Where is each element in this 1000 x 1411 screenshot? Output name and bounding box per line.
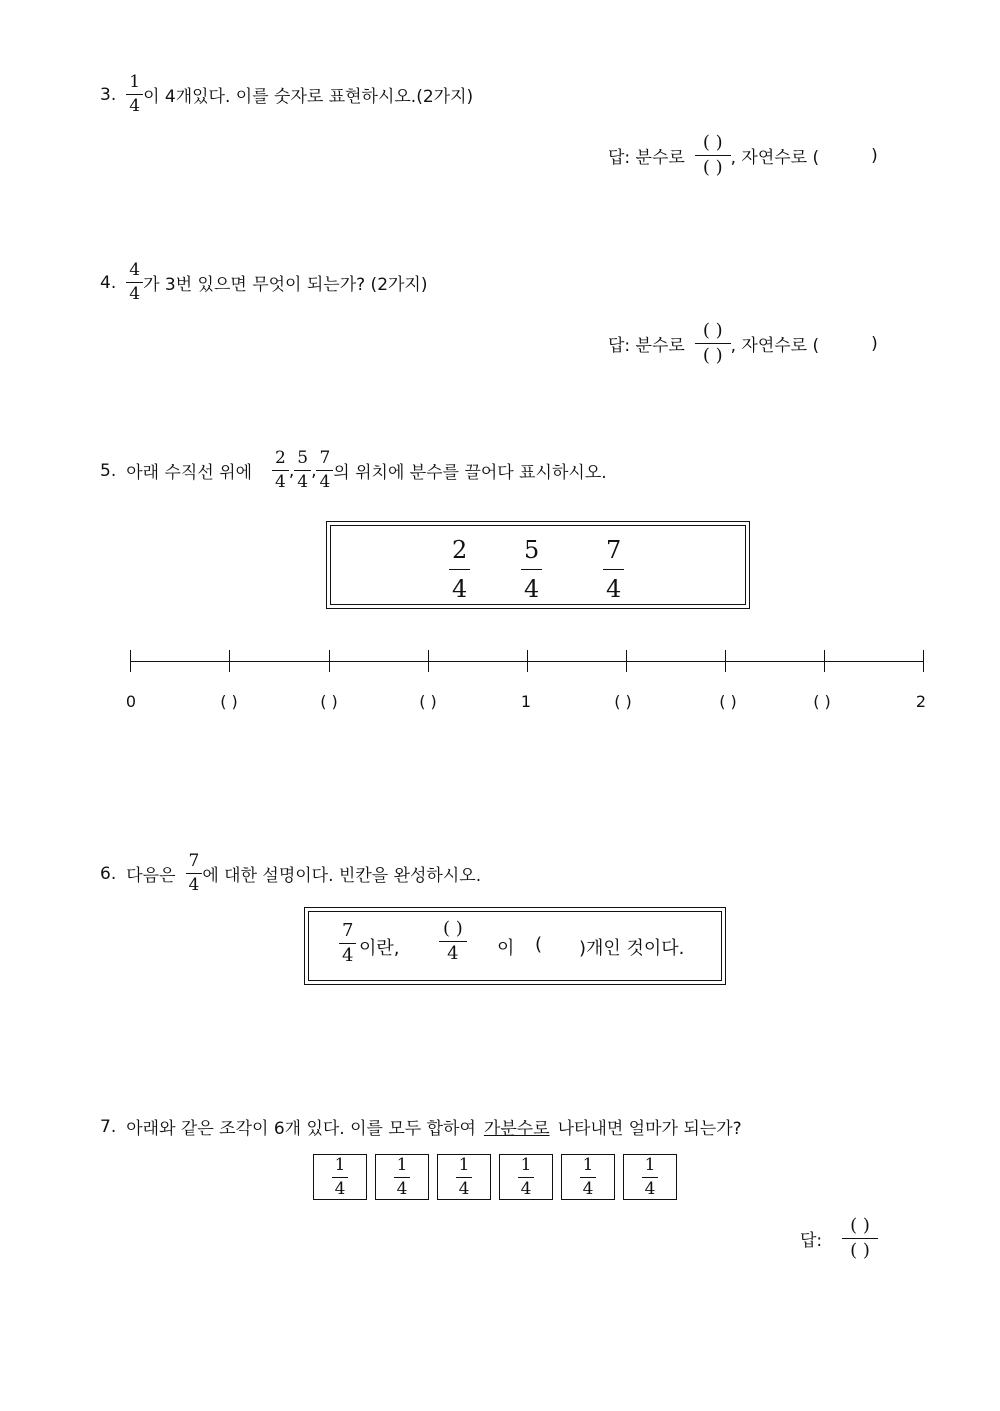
fraction-numerator: 1: [396, 1154, 408, 1175]
fraction: [316, 450, 333, 491]
box-text: )개인 것이다.: [579, 938, 685, 959]
fraction-denominator: 4: [580, 1177, 597, 1198]
question-4: [100, 262, 428, 303]
tick-label-drop-target[interactable]: ( ): [419, 692, 437, 711]
answer-3: [608, 134, 878, 177]
tick-mark: [130, 650, 131, 672]
tick-label-drop-target[interactable]: ( ): [719, 692, 737, 711]
answer-7: [800, 1217, 878, 1260]
comma: ,: [311, 460, 317, 481]
fraction-numerator: 1: [520, 1154, 532, 1175]
question-number: 6.: [100, 863, 117, 884]
question-text-before: 다음은: [126, 866, 176, 886]
tick-mark: [229, 650, 230, 672]
fraction-denominator: 4: [126, 282, 143, 303]
draggable-fraction-7-4[interactable]: [603, 538, 624, 601]
fraction-denominator: 4: [272, 470, 289, 491]
tick-mark: [824, 650, 825, 672]
numerator-blank[interactable]: ( ): [702, 320, 723, 341]
tick-mark: [329, 650, 330, 672]
fraction: [332, 1154, 349, 1199]
draggable-fraction-5-4[interactable]: [521, 538, 542, 601]
answer-fraction-blank[interactable]: [695, 134, 731, 177]
fraction: [339, 922, 356, 965]
question-text: 이 4개있다. 이를 숫자로 표현하시오.(2가지): [143, 87, 474, 107]
natural-number-blank[interactable]: [819, 146, 871, 166]
numerator-blank[interactable]: ( ): [443, 918, 463, 939]
fraction-denominator: 4: [603, 569, 624, 601]
natural-number-blank[interactable]: [819, 334, 871, 354]
fraction-numerator: 5: [297, 448, 309, 468]
question-text-underlined: 가분수로: [483, 1119, 550, 1139]
fraction: [456, 1154, 473, 1199]
tick-mark: [428, 650, 429, 672]
box-text: 이란,: [359, 938, 400, 959]
draggable-fractions-box: [330, 525, 746, 605]
fraction-denominator: 4: [332, 1177, 349, 1198]
answer-mid-text: , 자연수로 (: [730, 148, 820, 168]
answer-4: [608, 322, 878, 365]
fraction: [126, 262, 143, 303]
question-6: [100, 853, 481, 894]
fraction-denominator: 4: [126, 94, 143, 115]
answer-end-text: ): [871, 333, 878, 354]
fraction-denominator: 4: [449, 569, 470, 601]
count-blank[interactable]: [547, 930, 579, 954]
question-3: [100, 74, 473, 115]
explanation-box: [308, 911, 722, 981]
fraction-denominator: 4: [294, 470, 311, 491]
tick-mark: [527, 650, 528, 672]
fraction-denominator: 4: [642, 1177, 659, 1198]
question-text-after: 에 대한 설명이다. 빈칸을 완성하시오.: [202, 866, 482, 886]
numerator-blank-fraction[interactable]: [435, 920, 471, 963]
tick-mark: [626, 650, 627, 672]
fraction: [394, 1154, 411, 1199]
denominator-blank[interactable]: ( ): [695, 343, 731, 365]
question-number: 4.: [100, 272, 117, 293]
denominator-blank[interactable]: ( ): [695, 155, 731, 177]
fraction: [272, 450, 289, 491]
fraction: [642, 1154, 659, 1199]
fraction-numerator: 5: [524, 536, 540, 564]
tick-mark: [725, 650, 726, 672]
fraction: [294, 450, 311, 491]
answer-fraction-blank[interactable]: [695, 322, 731, 365]
box-text: 이: [497, 938, 515, 959]
answer-label: 답: 분수로: [608, 148, 685, 168]
tick-label-drop-target[interactable]: ( ): [320, 692, 338, 711]
question-text-after: 나타내면 얼마가 되는가?: [557, 1119, 742, 1139]
fraction-denominator: 4: [456, 1177, 473, 1198]
fraction-denominator: 4: [339, 943, 356, 965]
question-text-before: 아래 수직선 위에: [126, 463, 252, 483]
fraction-numerator: 2: [275, 448, 286, 468]
fraction: [186, 853, 203, 894]
fraction-numerator: 7: [342, 920, 354, 941]
answer-label: 답: 분수로: [608, 336, 685, 356]
question-7: [100, 1114, 742, 1139]
question-text-after: 의 위치에 분수를 끌어다 표시하시오.: [333, 463, 607, 483]
fraction-denominator: 4: [521, 569, 542, 601]
question-5: [100, 450, 607, 491]
fraction-numerator: 1: [644, 1154, 656, 1175]
fraction-numerator: 2: [452, 536, 468, 564]
numerator-blank[interactable]: ( ): [702, 132, 723, 153]
fraction: [518, 1154, 535, 1199]
fraction-numerator: 7: [319, 448, 331, 468]
fraction-piece: [623, 1154, 677, 1200]
fraction-numerator: 1: [129, 72, 141, 92]
answer-mid-text: , 자연수로 (: [730, 336, 820, 356]
tick-label-2: 2: [915, 692, 927, 711]
fraction-numerator: 4: [129, 260, 141, 280]
fraction-numerator: 1: [334, 1154, 346, 1175]
answer-fraction-blank[interactable]: [842, 1217, 878, 1260]
tick-label-drop-target[interactable]: ( ): [813, 692, 831, 711]
fraction-piece: [499, 1154, 553, 1200]
fraction-denominator: 4: [186, 873, 203, 894]
tick-label-drop-target[interactable]: ( ): [614, 692, 632, 711]
fraction-numerator: 1: [458, 1154, 470, 1175]
draggable-fraction-2-4[interactable]: [449, 538, 470, 601]
fraction-piece: [561, 1154, 615, 1200]
tick-mark: [923, 650, 924, 672]
question-text-before: 아래와 같은 조각이 6개 있다. 이를 모두 합하여: [126, 1119, 476, 1139]
question-number: 7.: [100, 1116, 117, 1137]
fraction-piece: [313, 1154, 367, 1200]
fraction-numerator: 1: [582, 1154, 594, 1175]
fraction-piece: [375, 1154, 429, 1200]
question-text: 가 3번 있으면 무엇이 되는가? (2가지): [143, 275, 428, 295]
tick-label-1: 1: [520, 692, 532, 711]
fraction: [580, 1154, 597, 1199]
comma: ,: [288, 460, 295, 481]
box-text: (: [535, 934, 543, 955]
fraction-piece: [437, 1154, 491, 1200]
tick-label-0: 0: [125, 692, 137, 711]
answer-end-text: ): [871, 145, 878, 166]
fraction-denominator: 4: [518, 1177, 535, 1198]
numerator-blank[interactable]: ( ): [850, 1215, 870, 1236]
fraction-numerator: 7: [606, 536, 622, 564]
question-number: 5.: [100, 460, 117, 481]
fraction-denominator: 4: [316, 470, 333, 491]
denominator-blank[interactable]: ( ): [842, 1238, 878, 1260]
fraction: [126, 74, 143, 115]
answer-label: 답:: [800, 1231, 823, 1251]
tick-label-drop-target[interactable]: ( ): [220, 692, 238, 711]
question-number: 3.: [100, 84, 117, 105]
fraction-numerator: 7: [188, 851, 200, 871]
fraction-denominator: 4: [394, 1177, 411, 1198]
fraction-denominator: 4: [439, 941, 466, 963]
